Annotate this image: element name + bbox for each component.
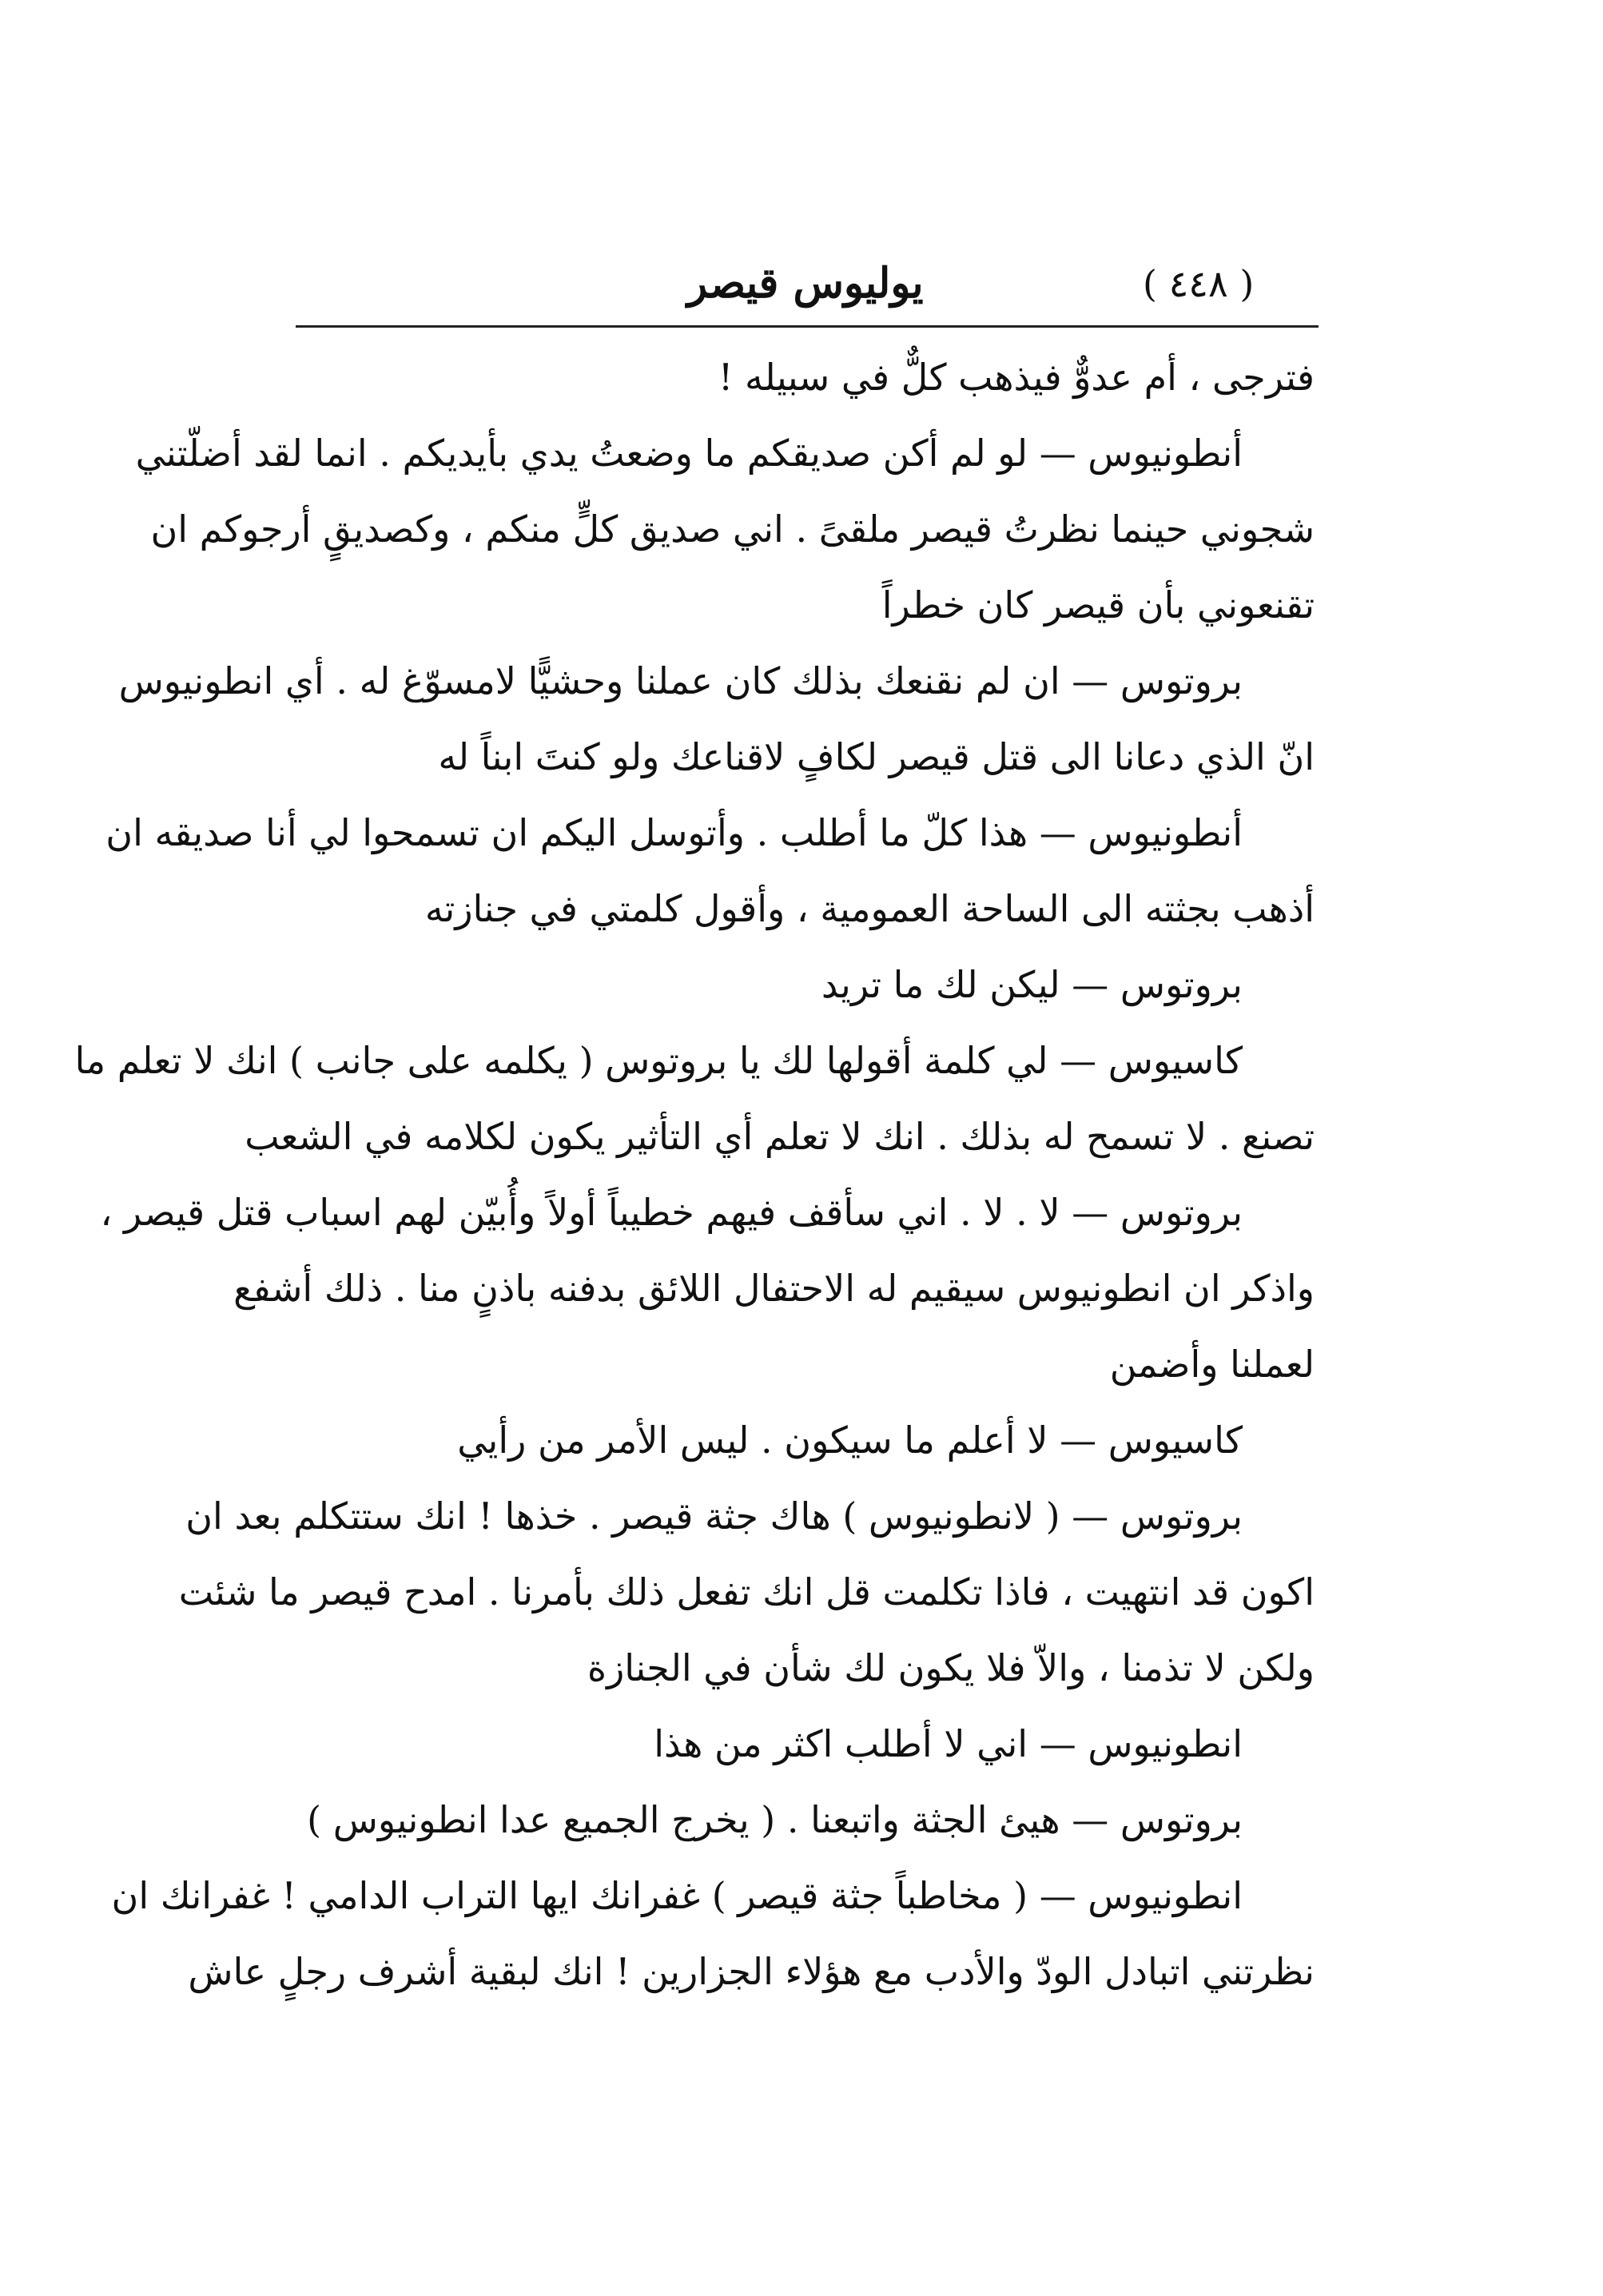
text-line: نظرتني اتبادل الودّ والأدب مع هؤلاء الجزارين ! انك لبقية أشرف رجلٍ عاش [188,1950,1315,1993]
text-line: كاسيوس — لا أعلم ما سيكون . ليس الأمر من رأيي [457,1419,1243,1462]
text-line: لعملنا وأضمن [1109,1343,1315,1386]
text-line: واذكر ان انطونيوس سيقيم له الاحتفال اللائق بدفنه باذنٍ منا . ذلك أشفع [233,1267,1315,1310]
text-line: شجوني حينما نظرتُ قيصر ملقىً . اني صديق كلٍّ منكم ، وكصديقٍ أرجوكم ان [150,507,1315,551]
text-line: بروتوس — ( لانطونيوس ) هاك جثة قيصر . خذها ! انك ستتكلم بعد ان [185,1494,1243,1538]
page-header [296,256,1319,320]
text-line: بروتوس — ان لم نقنعك بذلك كان عملنا وحشيًّا لامسوّغ له . أي انطونيوس [118,659,1243,702]
page-number: ( ٤٤٨ ) [1143,262,1255,305]
body-text [74,340,1315,2010]
text-line: بروتوس — لا . لا . اني سأقف فيهم خطيباً أولاً وأُبيّن لهم اسباب قتل قيصر ، [100,1191,1243,1234]
text-line: انطونيوس — اني لا أطلب اكثر من هذا [654,1722,1243,1765]
text-line: بروتوس — هيئ الجثة واتبعنا . ( يخرج الجميع عدا انطونيوس ) [307,1798,1243,1841]
running-title: يوليوس قيصر [687,259,924,308]
text-line: تصنع . لا تسمح له بذلك . انك لا تعلم أي التأثير يكون لكلامه في الشعب [245,1115,1315,1158]
text-line: أذهب بجثته الى الساحة العمومية ، وأقول كلمتي في جنازته [424,887,1315,930]
text-line: اكون قد انتهيت ، فاذا تكلمت قل انك تفعل ذلك بأمرنا . امدح قيصر ما شئت [178,1570,1315,1614]
text-line: تقنعوني بأن قيصر كان خطراً [881,583,1315,627]
text-line: أنطونيوس — هذا كلّ ما أطلب . وأتوسل اليكم ان تسمحوا لي أنا صديقه ان [105,811,1243,854]
text-line: كاسيوس — لي كلمة أقولها لك يا بروتوس ( يكلمه على جانب ) انك لا تعلم ما [74,1039,1243,1082]
text-line: فترجى ، أم عدوٌّ فيذهب كلٌّ في سبيله ! [718,356,1315,399]
text-line: أنطونيوس — لو لم أكن صديقكم ما وضعتُ يدي بأيديكم . انما لقد أضلّتني [135,432,1243,475]
text-line: ولكن لا تذمنا ، والاّ فلا يكون لك شأن في الجنازة [587,1646,1315,1689]
header-rule [296,325,1319,328]
text-line: انّ الذي دعانا الى قتل قيصر لكافٍ لاقناعك ولو كنتَ ابناً له [438,735,1315,778]
text-line: انطونيوس — ( مخاطباً جثة قيصر ) غفرانك ايها التراب الدامي ! غفرانك ان [111,1874,1243,1917]
text-line: بروتوس — ليكن لك ما تريد [821,963,1243,1006]
